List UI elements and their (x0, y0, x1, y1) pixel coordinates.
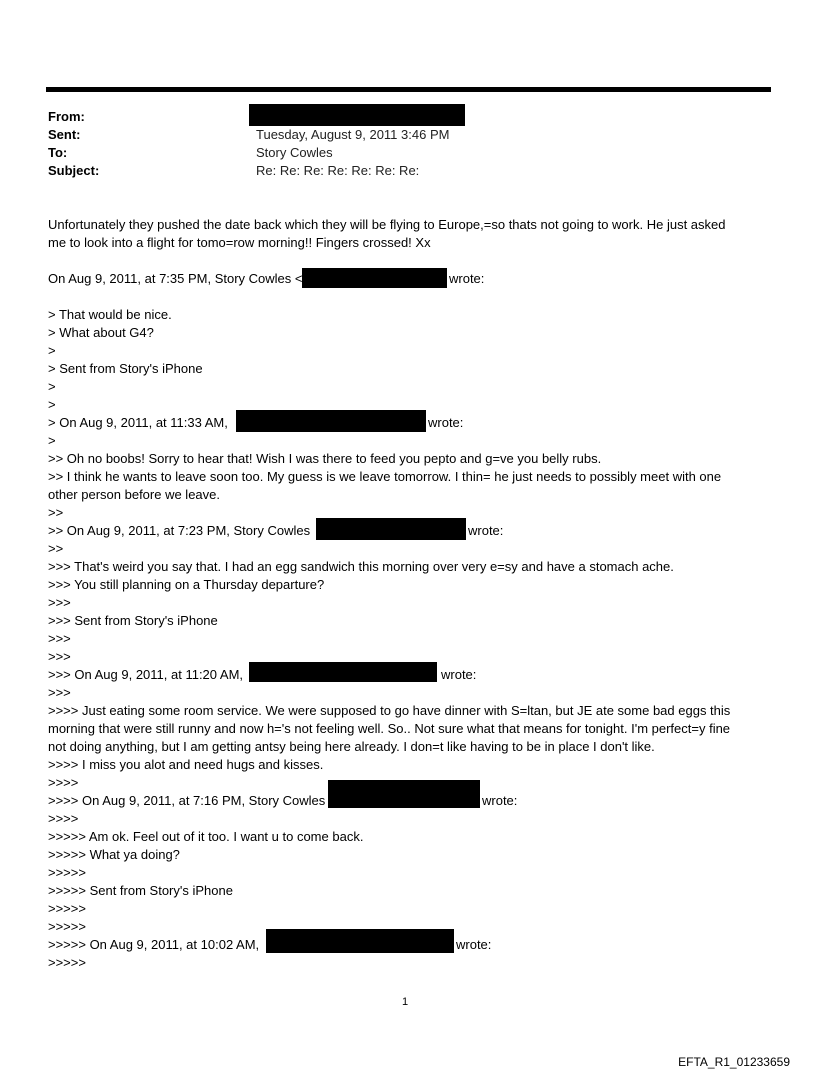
sent-value: Tuesday, August 9, 2011 3:46 PM (256, 127, 450, 142)
body-line: >>>> (48, 775, 79, 790)
email-redaction (266, 929, 454, 953)
body-line: not doing anything, but I am getting antsy being here already. I don=t like having to be in place I don't like. (48, 739, 655, 754)
body-line: > Sent from Story's iPhone (48, 361, 203, 376)
quote-header-prefix: On Aug 9, 2011, at 7:35 PM, Story Cowles < (48, 271, 303, 286)
body-line: >>>>> (48, 865, 86, 880)
email-redaction (302, 268, 447, 288)
body-line: >> (48, 505, 64, 520)
body-line: >>> You still planning on a Thursday departure? (48, 577, 325, 592)
body-line: > That would be nice. (48, 307, 172, 322)
body-line: >>>>> Am ok. Feel out of it too. I want u to come back. (48, 829, 364, 844)
quote-header-suffix: wrote: (428, 415, 464, 430)
quote-header-suffix: wrote: (468, 523, 504, 538)
quote-header-prefix: >>>>> On Aug 9, 2011, at 10:02 AM, (48, 937, 260, 952)
quote-header-prefix: >> On Aug 9, 2011, at 7:23 PM, Story Cowles (48, 523, 311, 538)
body-line: >>> (48, 595, 71, 610)
body-line: > What about G4? (48, 325, 154, 340)
header-rule (46, 87, 771, 92)
sent-label: Sent: (48, 127, 81, 142)
body-line: >>>>> (48, 919, 86, 934)
body-line: >>>>> Sent from Story's iPhone (48, 883, 233, 898)
quote-header-suffix: wrote: (456, 937, 492, 952)
body-line: >>> That's weird you say that. I had an egg sandwich this morning over very e=sy and have a stomach ache. (48, 559, 674, 574)
body-line: morning that were still runny and now h='s not feeling well. So.. Not sure what that means for tonight. I'm perfect=y fine (48, 721, 731, 736)
body-line: >>> Sent from Story's iPhone (48, 613, 218, 628)
from-label: From: (48, 109, 85, 124)
body-line: >>> (48, 649, 71, 664)
to-label: To: (48, 145, 68, 160)
email-redaction (328, 780, 480, 808)
body-line: me to look into a flight for tomo=row morning!! Fingers crossed! Xx (48, 235, 431, 250)
body-line: other person before we leave. (48, 487, 220, 502)
quote-header-prefix: >>> On Aug 9, 2011, at 11:20 AM, (48, 667, 244, 682)
body-line: > (48, 343, 56, 358)
body-line: >>>> Just eating some room service. We were supposed to go have dinner with S=ltan, but JE ate some bad eggs this (48, 703, 731, 718)
quote-header-prefix: >>>> On Aug 9, 2011, at 7:16 PM, Story Cowles (48, 793, 326, 808)
quote-header-suffix: wrote: (482, 793, 518, 808)
body-line: >>> (48, 685, 71, 700)
email-redaction (316, 518, 466, 540)
body-line: Unfortunately they pushed the date back which they will be flying to Europe,=so thats not going to work. He just asked (48, 217, 726, 232)
body-line: >>>>> (48, 901, 86, 916)
body-line: > (48, 379, 56, 394)
quote-header (48, 270, 302, 288)
body-line: >>>>> (48, 955, 86, 970)
body-line: >>>> I miss you alot and need hugs and kisses. (48, 757, 324, 772)
body-line: >>>>> What ya doing? (48, 847, 180, 862)
body-line: >> (48, 541, 64, 556)
subject-value: Re: Re: Re: Re: Re: Re: Re: (256, 163, 420, 178)
quote-header-prefix: > On Aug 9, 2011, at 11:33 AM, (48, 415, 228, 430)
subject-label: Subject: (48, 163, 100, 178)
body-line: >>> (48, 631, 71, 646)
to-value: Story Cowles (256, 145, 333, 160)
email-redaction (236, 410, 426, 432)
body-line: > (48, 433, 56, 448)
page-number: 1 (402, 996, 409, 1008)
quote-header-suffix: wrote: (449, 271, 485, 286)
body-line: >> I think he wants to leave soon too. My guess is we leave tomorrow. I thin= he just needs to possibly meet with one (48, 469, 722, 484)
quote-header-suffix: wrote: (441, 667, 477, 682)
body-line: > (48, 397, 56, 412)
body-line: >>>> (48, 811, 79, 826)
body-line: >> Oh no boobs! Sorry to hear that! Wish I was there to feed you pepto and g=ve you belly rubs. (48, 451, 602, 466)
document-id: EFTA_R1_01233659 (678, 1055, 790, 1069)
from-redaction (249, 104, 465, 126)
email-redaction (249, 662, 437, 682)
